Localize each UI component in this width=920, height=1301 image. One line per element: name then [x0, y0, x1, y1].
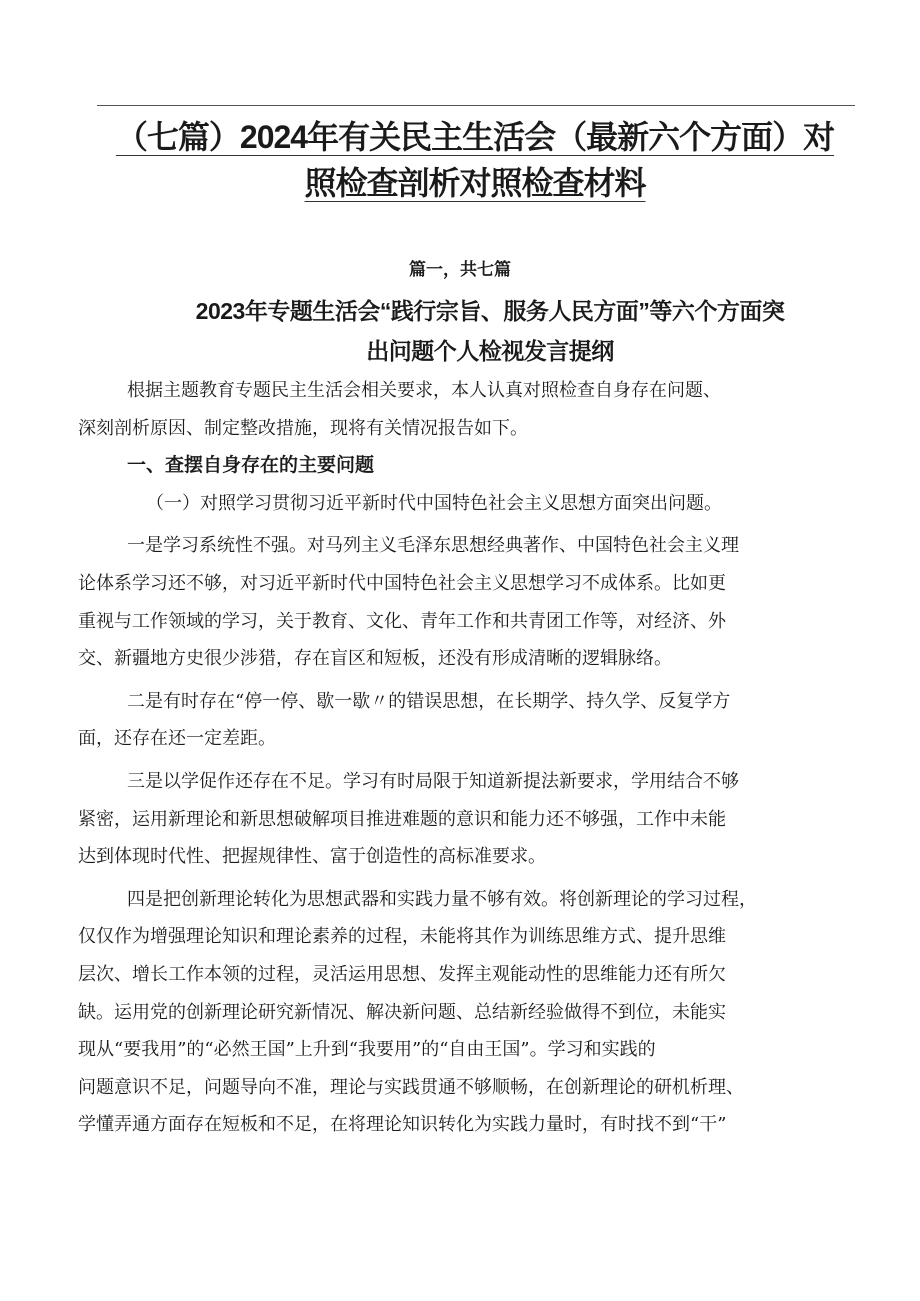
- subtitle-line-2: 出问题个人检视发言提纲: [366, 338, 614, 364]
- paragraph-1: [78, 527, 856, 677]
- text-line: 二是有时存在“停一停、歇一歇〃的错误思想，在长期学、持久学、反复学方: [127, 690, 731, 712]
- paragraph-4: [78, 881, 856, 1144]
- text-line: 深刻剖析原因、制定整改措施，现将有关情况报告如下。: [78, 417, 528, 439]
- intro-paragraph: [78, 372, 856, 447]
- paragraph-2: [78, 683, 856, 758]
- text-line: 缺。运用党的创新理论研究新情况、解决新问题、总结新经验做得不到位，未能实: [78, 1001, 726, 1023]
- text-line: 紧密，运用新理论和新思想破解项目推进难题的意识和能力还不够强，工作中未能: [78, 808, 726, 830]
- title-line-1: （七篇）2024年有关民主生活会（最新六个方面）对: [115, 119, 835, 155]
- header-rule: [97, 105, 855, 106]
- paragraph-3: [78, 763, 856, 876]
- heading-subsection-1: [78, 485, 856, 523]
- text-line: 现从“要我用”的“必然王国”上升到“我要用”的“自由王国”。学习和实践的: [78, 1039, 656, 1061]
- text-line: 达到体现时代性、把握规律性、富于创造性的高标准要求。: [78, 846, 546, 868]
- text-line: 三是以学促作还存在不足。学习有时局限于知道新提法新要求，学用结合不够: [127, 770, 739, 792]
- text-line: 论体系学习还不够，对习近平新时代中国特色社会主义思想学习不成体系。比如更: [78, 572, 726, 594]
- heading-text: 一、查摆自身存在的主要问题: [127, 455, 375, 477]
- subtitle-line-1: 2023年专题生活会“践行宗旨、服务人民方面”等六个方面突: [195, 298, 785, 324]
- document-title: [90, 114, 860, 206]
- text-line: 四是把创新理论转化为思想武器和实践力量不够有效。将创新理论的学习过程，: [127, 888, 757, 910]
- heading-main-problems: [78, 447, 856, 485]
- text-line: 面，还存在还一定差距。: [78, 728, 276, 750]
- section-label: 篇一，共七篇: [409, 260, 511, 280]
- text-line: 交、新疆地方史很少涉猎，存在盲区和短板，还没有形成清晰的逻辑脉络。: [78, 648, 672, 670]
- text-line: 根据主题教育专题民主生活会相关要求，本人认真对照检查自身存在问题、: [127, 380, 721, 401]
- document-body: [78, 372, 856, 1144]
- text-line: 问题意识不足，问题导向不准，理论与实践贯通不够顺畅，在创新理论的研机析理、: [78, 1076, 744, 1098]
- section-subtitle: [115, 291, 865, 371]
- text-line: 重视与工作领域的学习，关于教育、文化、青年工作和共青团工作等，对经济、外: [78, 610, 726, 632]
- text-line: 一是学习系统性不强。对马列主义毛泽东思想经典著作、中国特色社会主义理: [127, 535, 739, 557]
- text-line: 仅仅作为增强理论知识和理论素养的过程，未能将其作为训练思维方式、提升思维: [78, 926, 726, 948]
- text-line: 层次、增长工作本领的过程，灵活运用思想、发挥主观能动性的思维能力还有所欠: [78, 963, 726, 985]
- title-line-2: 照检查剖析对照检查材料: [304, 165, 646, 201]
- heading-text: （一）对照学习贯彻习近平新时代中国特色社会主义思想方面突出问题。: [146, 492, 722, 514]
- text-line: 学懂弄通方面存在短板和不足，在将理论知识转化为实践力量时，有时找不到“干”: [78, 1114, 727, 1136]
